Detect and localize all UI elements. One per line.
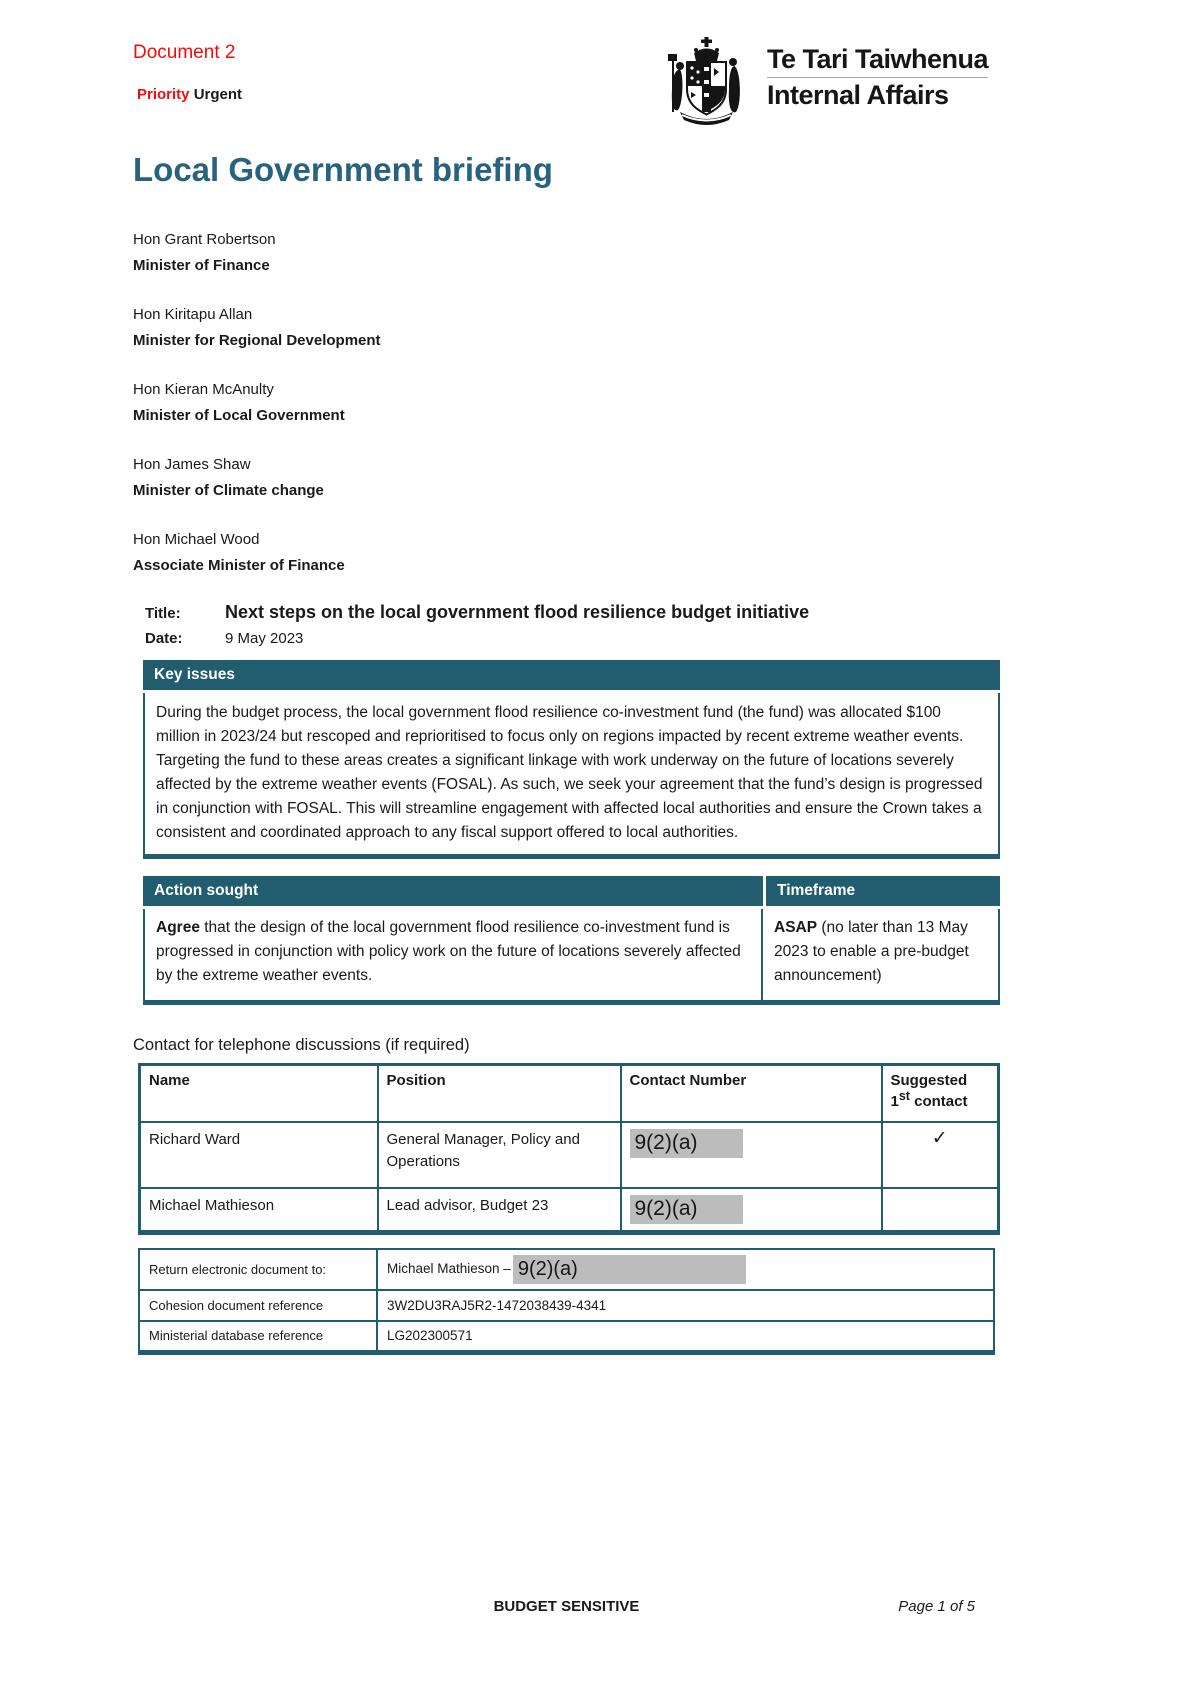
redaction-block: 9(2)(a) <box>513 1255 746 1284</box>
contact-number-cell <box>621 1122 882 1188</box>
suggested-header-sup: st <box>898 1089 910 1103</box>
page-title: Local Government briefing <box>133 151 553 188</box>
column-header-name: Name <box>140 1065 378 1122</box>
agency-name <box>767 36 988 111</box>
reference-label: Ministerial database reference <box>139 1321 377 1352</box>
action-table-body-row <box>143 909 1000 1005</box>
contact-name: Michael Mathieson <box>140 1188 378 1233</box>
agency-maori-name: Te Tari Taiwhenua <box>767 44 989 74</box>
action-table-header-row <box>143 876 1000 906</box>
minister-role: Associate Minister of Finance <box>133 557 345 574</box>
minister-name: Hon Kieran McAnulty <box>133 381 274 398</box>
references-table <box>138 1248 995 1355</box>
reference-row <box>139 1249 994 1290</box>
document-body <box>133 150 1000 1355</box>
column-header-contact-number: Contact Number <box>621 1065 882 1122</box>
suggested-contact-cell <box>882 1122 999 1188</box>
column-header-suggested-contact <box>882 1065 999 1122</box>
ministerial-reference-value: LG202300571 <box>377 1321 994 1352</box>
suggested-header-text: Suggested 1 <box>890 1072 968 1110</box>
redaction-block: 9(2)(a) <box>630 1129 743 1158</box>
minister-entry <box>133 227 1000 279</box>
logo-divider <box>767 77 988 78</box>
reference-value-cell <box>377 1249 994 1290</box>
contact-section-heading: Contact for telephone discussions (if required) <box>133 1036 470 1054</box>
action-text: that the design of the local government flood resilience co-investment fund is progressed in conjunction with policy work on the future of locations severely affected by the extreme weather events. <box>156 919 741 984</box>
contact-position: General Manager, Policy and Operations <box>378 1122 621 1188</box>
minister-role: Minister of Local Government <box>133 407 345 424</box>
minister-name: Hon Michael Wood <box>133 531 260 548</box>
timeframe-asap: ASAP <box>774 919 818 936</box>
minister-name: Hon James Shaw <box>133 456 251 473</box>
title-date-block <box>133 602 1000 647</box>
suggested-header-rest: contact <box>909 1093 968 1110</box>
contact-table <box>138 1063 1000 1235</box>
title-label: Title: <box>145 605 181 622</box>
reference-row <box>139 1290 994 1321</box>
contact-name: Richard Ward <box>140 1122 378 1188</box>
timeframe-cell <box>763 909 998 1000</box>
minister-entry <box>133 452 1000 504</box>
minister-role: Minister of Finance <box>133 257 270 274</box>
priority-value: Urgent <box>193 86 243 103</box>
action-sought-header: Action sought <box>143 876 763 906</box>
reference-label: Cohesion document reference <box>139 1290 377 1321</box>
priority-line <box>137 86 242 103</box>
column-header-position: Position <box>378 1065 621 1122</box>
briefing-title: Next steps on the local government flood resilience budget initiative <box>225 602 810 622</box>
redaction-block: 9(2)(a) <box>630 1195 743 1224</box>
title-row <box>133 602 1000 623</box>
return-to-name: Michael Mathieson – <box>387 1261 511 1277</box>
contact-row <box>140 1188 999 1233</box>
contact-table-header-row <box>140 1065 999 1122</box>
action-sought-cell <box>145 909 763 1000</box>
agency-english-name: Internal Affairs <box>767 80 949 110</box>
reference-row <box>139 1321 994 1352</box>
nz-coat-of-arms-icon <box>658 36 755 128</box>
date-row <box>133 630 1000 647</box>
contact-row <box>140 1122 999 1188</box>
action-verb: Agree <box>156 919 200 936</box>
minister-entry <box>133 377 1000 429</box>
minister-name: Hon Kiritapu Allan <box>133 306 253 323</box>
reference-label: Return electronic document to: <box>139 1249 377 1290</box>
timeframe-text: (no later than 13 May 2023 to enable a pre-budget announcement) <box>774 919 969 984</box>
minister-name: Hon Grant Robertson <box>133 231 276 248</box>
ministers-list <box>133 227 1000 579</box>
date-label: Date: <box>145 630 183 647</box>
minister-role: Minister of Climate change <box>133 482 324 499</box>
key-issues-section <box>143 660 1000 859</box>
minister-role: Minister for Regional Development <box>133 332 381 349</box>
cohesion-reference-value: 3W2DU3RAJ5R2-1472038439-4341 <box>377 1290 994 1321</box>
classification-label: BUDGET SENSITIVE <box>493 1598 640 1615</box>
priority-label: Priority <box>137 86 190 103</box>
briefing-date: 9 May 2023 <box>225 630 304 647</box>
key-issues-header: Key issues <box>143 660 1000 690</box>
page-number: Page 1 of 5 <box>898 1598 975 1615</box>
contact-number-cell <box>621 1188 882 1233</box>
agency-logo <box>658 36 988 128</box>
minister-entry <box>133 302 1000 354</box>
check-icon: ✓ <box>931 1127 948 1149</box>
contact-position: Lead advisor, Budget 23 <box>378 1188 621 1233</box>
minister-entry <box>133 527 1000 579</box>
suggested-contact-cell <box>882 1188 999 1233</box>
timeframe-header: Timeframe <box>766 876 1000 906</box>
key-issues-text: During the budget process, the local government flood resilience co-investment fund (the fund) was allocated $100 million in 2023/24 but rescoped and reprioritised to focus only on regions impacted by recent extreme weather events. Targeting the fund to these areas creates a significant linkage with work underway on the future of locations severely affected by the extreme weather events (FOSAL). As such, we seek your agreement that the fund’s design is progressed in conjunction with FOSAL. This will streamline engagement with affected local authorities and ensure the Crown takes a consistent and coordinated approach to any fiscal support offered to local authorities. <box>143 693 1000 859</box>
page-footer <box>133 1598 1000 1615</box>
action-sought-table <box>143 876 1000 1005</box>
document-number-label: Document 2 <box>133 42 236 63</box>
